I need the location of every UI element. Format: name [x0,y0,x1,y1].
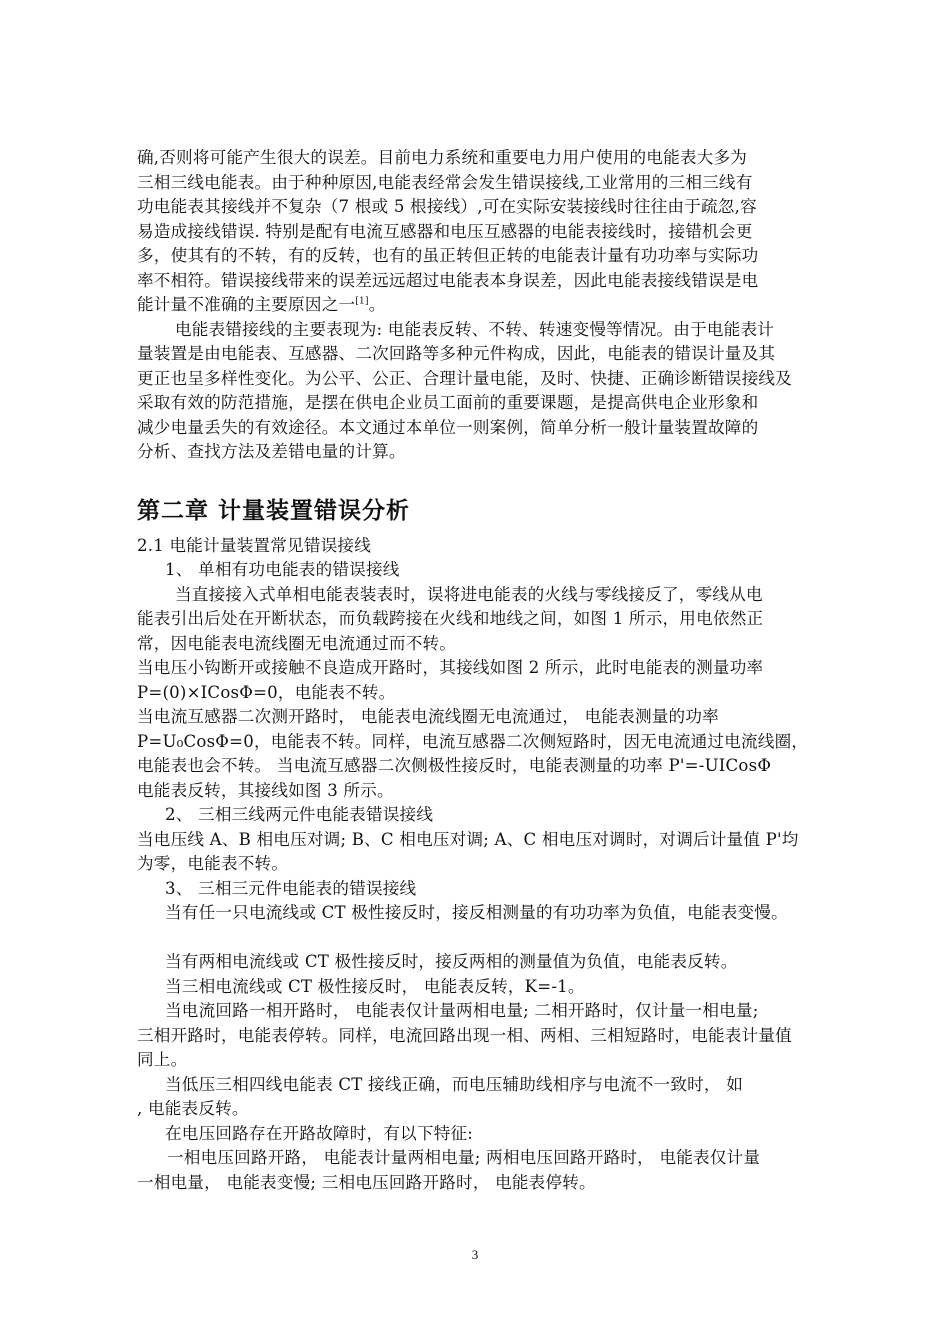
text-line: 当直接接入式单相电能表装表时，误将进电能表的火线与零线接反了，零线从电 [175,584,763,604]
text-line: 三相三线电能表。由于种种原因,电能表经常会发生错误接线,工业常用的三相三线有 [137,172,753,192]
text-line: 当电流回路一相开路时， 电能表仅计量两相电量; 二相开路时，仅计量一相电量; [165,1001,759,1020]
text-line: P=U₀CosΦ=0，电能表不转。同样，电流互感器二次侧短路时，因无电流通过电流线圈， [137,731,809,751]
text-line: 一相电量， 电能表变慢; 三相电压回路开路时， 电能表停转。 [137,1172,596,1192]
document-page [137,146,843,1195]
text-line: 当三相电流线或 CT 极性接反时， 电能表反转，K=-1。 [165,976,585,996]
text-line: 当电流互感器二次测开路时， 电能表电流线圈无电流通过， 电能表测量的功率 [137,707,719,726]
text-span: 能计量不准确的主要原因之一 [137,295,356,314]
second-paragraph [137,318,843,465]
item2-title: 2、 三相三线两元件电能表错误接线 [165,805,434,824]
text-line: , 电能表反转。 [137,1099,249,1118]
text-line: 电能表也会不转。 当电流互感器二次侧极性接反时，电能表测量的功率 P'=-UICosΦ [137,756,772,775]
page-number: 3 [471,1247,479,1262]
text-line: 率不相符。错误接线带来的误差远远超过电能表本身误差，因此电能表接线错误是电 [137,270,759,290]
text-line: 常，因电能表电流线圈无电流通过而不转。 [137,633,457,653]
text-line [137,293,843,318]
text-line: 能表引出后处在开断状态，而负载跨接在火线和地线之间，如图 1 所示，用电依然正 [137,609,764,628]
item1-ct-paragraph [137,705,843,803]
text-line: 在电压回路存在开路故障时，有以下特征: [165,1123,474,1143]
text-line: 功电能表其接线并不复杂（7 根或 5 根接线）,可在实际安装接线时往往由于疏忽,容 [137,197,757,216]
text-line: 当有任一只电流线或 CT 极性接反时，接反相测量的有功功率为负值，电能表变慢。 [165,903,788,922]
text-line: 采取有效的防范措施，是摆在供电企业员工面前的重要课题，是提高供电企业形象和 [137,393,759,412]
text-line: 电能表反转，其接线如图 3 所示。 [137,780,394,800]
intro-paragraph [137,146,843,318]
chapter-title: 第二章 计量装置错误分析 [137,497,411,524]
item3-lowv-paragraph [137,1073,843,1122]
text-line: 多，使其有的不转，有的反转，也有的虽正转但正转的电能表计量有功功率与实际功 [137,246,759,265]
text-line: 当低压三相四线电能表 CT 接线正确，而电压辅助线相序与电流不一致时， 如 [165,1074,743,1094]
text-line: P=(0)×ICosΦ=0，电能表不转。 [137,682,396,702]
text-line: 量装置是由电能表、互感器、二次回路等多种元件构成，因此，电能表的错误计量及其 [137,344,776,363]
item1-voltage-paragraph [137,656,843,705]
item3-fault-paragraph [137,1146,843,1195]
text-line: 分析、查找方法及差错电量的计算。 [137,442,406,461]
text-line: 当电压小钩断开或接触不良造成开路时，其接线如图 2 所示，此时电能表的测量功率 [137,658,764,677]
text-line: 一相电压回路开路， 电能表计量两相电量; 两相电压回路开路时， 电能表仅计量 [167,1148,761,1167]
item2-paragraph [137,828,843,877]
item3-title: 3、 三相三元件电能表的错误接线 [165,878,417,898]
text-line: 当有两相电流线或 CT 极性接反时，接反两相的测量值为负值，电能表反转。 [165,952,738,971]
item1-paragraph [137,583,843,657]
text-line: 确,否则将可能产生很大的误差。目前电力系统和重要电力用户使用的电能表大多为 [137,148,748,167]
text-line: 电能表错接线的主要表现为: 电能表反转、不转、转速变慢等情况。由于电能表计 [175,319,775,339]
citation-marker: [1] [355,296,369,307]
item1-title: 1、 单相有功电能表的错误接线 [165,560,400,579]
blank-line [137,926,843,951]
text-line: 为零，电能表不转。 [137,854,289,873]
text-line: 三相开路时，电能表停转。同样，电流回路出现一相、两相、三相短路时，电能表计量值 [137,1025,792,1045]
text-line: 减少电量丢失的有效途径。本文通过本单位一则案例，简单分析一般计量装置故障的 [137,417,759,437]
text-line: 更正也呈多样性变化。为公平、公正、合理计量电能，及时、快捷、正确诊断错误接线及 [137,368,792,388]
section-title: 2.1 电能计量装置常见错误接线 [137,535,371,555]
item3-open-paragraph [137,999,843,1073]
text-span: 。 [368,295,386,314]
text-line: 当电压线 A、B 相电压对调; B、C 相电压对调; A、C 相电压对调时，对调后计量值 P'均 [137,829,799,849]
text-line: 易造成接线错误. 特别是配有电流互感器和电压互感器的电能表接线时，接错机会更 [137,221,753,241]
text-line: 同上。 [137,1050,188,1069]
